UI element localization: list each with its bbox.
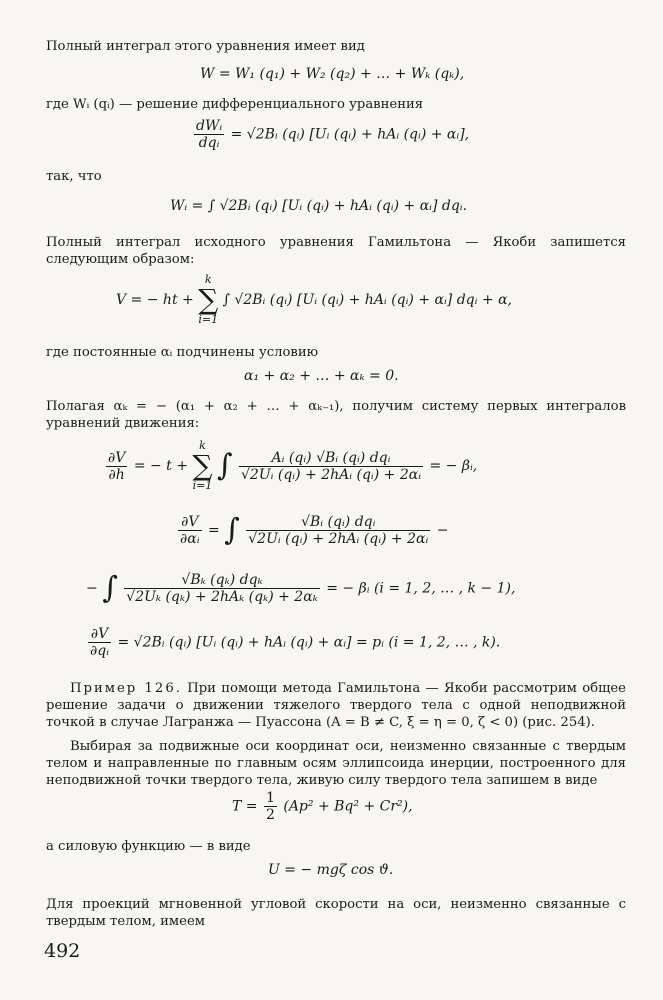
fraction-dv-dh [106, 450, 127, 483]
equation-dv-dh [104, 440, 477, 492]
summation [198, 274, 218, 326]
equation-rhs: (Ap² + Bq² + Cr²), [283, 798, 413, 815]
fraction-integrand [239, 450, 423, 483]
fraction-dw-dq [194, 118, 224, 151]
equation-lhs: T = [232, 798, 258, 815]
fraction-denominator: ∂qᵢ [90, 643, 110, 659]
integral-icon: ∫ [216, 448, 233, 483]
equation-dv-dalpha: $\frac{\partial V}{\text{∂αᵢ}}$ = ∫ $\frac{\text{√Bᵢ (qᵢ) dqᵢ}}{\text{√2Uᵢ (qᵢ) + 2hAᵢ (qᵢ) + 2αᵢ}}$ − [180, 512, 449, 548]
sum-lower-limit: i=1 [198, 313, 219, 326]
equation-rhs: = √2Bᵢ (qᵢ) [Uᵢ (qᵢ) + hAᵢ (qᵢ) + αᵢ] = pᵢ (i = 1, 2, … , k). [117, 634, 501, 651]
paragraph-hamilton-jacobi: Полный интеграл исходного уравнения Гамильтона — Якоби запишется следующим образом: [46, 235, 626, 267]
equation-rhs: ∫ √2Bᵢ (qᵢ) [Uᵢ (qᵢ) + hAᵢ (qᵢ) + αᵢ] dqᵢ + α, [222, 292, 512, 308]
fraction-denominator: √2Uᵢ (qᵢ) + 2hAᵢ (qᵢ) + 2αᵢ [248, 531, 429, 547]
fraction-denominator: √2Uₖ (qₖ) + 2hAₖ (qₖ) + 2αₖ [126, 589, 318, 605]
fraction-denominator: ∂αᵢ [180, 531, 200, 547]
page-number: 492 [44, 940, 81, 962]
equation-lhs: V = − ht + [116, 292, 194, 308]
example-text: При помощи метода Гамильтона — Якоби рассмотрим общее решение задачи о движении тяжелого твердого тела с одной неподвижной точкой в случае Лагранжа — Пуассона (A = B ≠ C, ξ = η = 0, ζ < 0) (рис. 254). [46, 681, 626, 730]
fraction-numerator: ∂V [88, 626, 111, 643]
integral-icon: ∫ [224, 512, 240, 548]
paragraph-force-function: а силовую функцию — в виде [46, 839, 251, 854]
paragraph-so-that: так, что [46, 169, 102, 184]
equation-kinetic-energy [232, 790, 413, 823]
sum-upper-limit: k [204, 273, 212, 286]
equation-dv-dalpha-continued: − ∫ $\frac{\text{√Bₖ (qₖ) dqₖ}}{\text{√2Uₖ (qₖ) + 2hAₖ (qₖ) + 2αₖ}}$ = − βᵢ (i = 1, 2, … , k − 1), [86, 570, 516, 606]
paragraph-intro: Полный интеграл этого уравнения имеет вид [46, 39, 365, 54]
example-label: Пример 126. [70, 681, 182, 696]
equation-wi-integral: Wᵢ = ∫ √2Bᵢ (qᵢ) [Uᵢ (qᵢ) + hAᵢ (qᵢ) + αᵢ] dqᵢ. [170, 198, 468, 214]
fraction-integrand [246, 514, 430, 547]
fraction-numerator: dWᵢ [196, 118, 223, 134]
fraction-dv-dq [88, 626, 111, 659]
fraction-numerator: 1 [265, 790, 275, 806]
fraction-denominator: 2 [265, 807, 275, 823]
fraction-integrand-k [124, 572, 320, 605]
sigma-icon: ∑ [192, 449, 213, 482]
paragraph-axes: Выбирая за подвижные оси координат оси, неизменно связанные с твердым телом и направленные по главным осям эллипсоида инерции, построенного для неподвижной точки твердого тела, живую силу твердого тела запишем в виде [46, 739, 626, 788]
paragraph-first-integrals: Полагая αₖ = − (α₁ + α₂ + … + αₖ₋₁), получим систему первых интегралов уравнений движения: [46, 399, 626, 431]
fraction-numerator: ∂V [178, 514, 202, 531]
paragraph-wi-definition: где Wᵢ (qᵢ) — решение дифференциального уравнения [46, 97, 424, 112]
equation-differential [192, 118, 469, 151]
summation [192, 440, 212, 492]
sum-upper-limit: k [199, 439, 206, 452]
equation-force-function: U = − mgζ cos ϑ. [268, 862, 394, 878]
paragraph-angular-velocity: Для проекций мгновенной угловой скорости на оси, неизменно связанные с твердым телом, имеем [46, 897, 626, 929]
fraction-one-half [264, 790, 277, 823]
fraction-numerator: √Bᵢ (qᵢ) dqᵢ [246, 514, 430, 531]
sigma-icon: ∑ [198, 283, 219, 316]
paragraph-example [46, 680, 626, 731]
fraction-numerator: ∂V [108, 449, 126, 466]
equation-rhs: = − βᵢ, [429, 458, 478, 474]
fraction-denominator: √2Uᵢ (qᵢ) + 2hAᵢ (qᵢ) + 2αᵢ [240, 466, 422, 483]
paragraph-constants: где постоянные αᵢ подчинены условию [46, 345, 319, 360]
equation-rhs: = √2Bᵢ (qᵢ) [Uᵢ (qᵢ) + hAᵢ (qᵢ) + αᵢ], [230, 126, 470, 143]
equation-rhs: = − βᵢ (i = 1, 2, … , k − 1), [326, 580, 516, 597]
fraction-numerator: Aᵢ (qᵢ) √Bᵢ (qᵢ) dqᵢ [239, 450, 423, 467]
fraction-numerator: √Bₖ (qₖ) dqₖ [124, 572, 320, 589]
fraction-dv-dalpha [178, 514, 202, 547]
equation-middle: = − t + [133, 458, 188, 474]
sum-lower-limit: i=1 [192, 479, 213, 492]
fraction-denominator: ∂h [108, 466, 125, 483]
integral-icon: ∫ [102, 570, 118, 606]
equation-full-integral: W = W₁ (q₁) + W₂ (q₂) + … + Wₖ (qₖ), [200, 66, 465, 82]
equation-dv-dq [86, 626, 500, 659]
fraction-denominator: dqᵢ [198, 135, 220, 151]
equation-alpha-sum: α₁ + α₂ + … + αₖ = 0. [244, 368, 399, 384]
equation-v-full [116, 274, 512, 326]
